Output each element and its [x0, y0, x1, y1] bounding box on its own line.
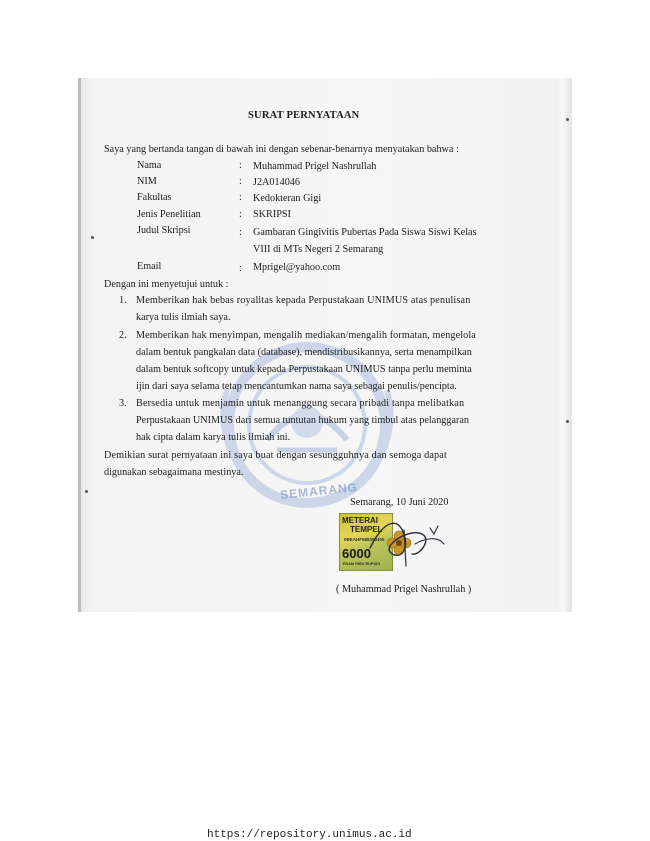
value-email: Mprigel@yahoo.com: [253, 262, 341, 273]
scan-edge-left: [78, 78, 81, 612]
colon: :: [239, 209, 242, 220]
stamp-line2: TEMPEL: [350, 525, 383, 534]
document-title: SURAT PERNYATAAN: [248, 110, 360, 121]
intro-text: Saya yang bertanda tangan di bawah ini dengan sebenar-benarnya menyatakan bahwa :: [104, 144, 459, 155]
label-judul-skripsi: Judul Skripsi: [137, 225, 191, 236]
signatory-name: ( Muhammad Prigel Nashrullah ): [336, 584, 472, 595]
value-judul-skripsi-line1: Gambaran Gingivitis Pubertas Pada Siswa Siswi Kelas: [253, 227, 477, 238]
value-fakultas: Kedokteran Gigi: [253, 193, 322, 204]
stamp-line1: METERAI: [342, 516, 378, 525]
colon: :: [239, 160, 242, 171]
label-nim: NIM: [137, 176, 157, 187]
list-number: 1.: [119, 295, 127, 306]
list-item-line: hak cipta dalam karya tulis ilmiah ini.: [136, 432, 291, 443]
value-jenis-penelitian: SKRIPSI: [253, 209, 291, 220]
value-nama: Muhammad Prigel Nashrullah: [253, 161, 377, 172]
label-nama: Nama: [137, 160, 162, 171]
scan-speck: [85, 490, 88, 493]
repository-url[interactable]: https://repository.unimus.ac.id: [207, 829, 412, 841]
list-item-line: dalam bentuk softcopy untuk kepada Perpustakaan UNIMUS tanpa perlu meminta: [136, 364, 472, 375]
list-item-line: dalam bentuk pangkalan data (database), mendistribusikannya, serta menampilkan: [136, 347, 472, 358]
closing-line-1: Demikian surat pernyataan ini saya buat dengan sesungguhnya dan semoga dapat: [104, 450, 447, 461]
list-number: 3.: [119, 398, 127, 409]
label-fakultas: Fakultas: [137, 192, 172, 203]
value-nim: J2A014046: [253, 177, 300, 188]
colon: :: [239, 176, 242, 187]
label-email: Email: [137, 261, 162, 272]
list-item-line: Bersedia untuk menjamin untuk menanggung secara pribadi tanpa melibatkan: [136, 398, 465, 409]
list-number: 2.: [119, 330, 127, 341]
colon: :: [239, 227, 242, 238]
agreement-intro: Dengan ini menyetujui untuk :: [104, 279, 229, 290]
list-item-line: Memberikan hak bebas royalitas kepada Perpustakaan UNIMUS atas penulisan: [136, 295, 471, 306]
handwritten-signature: [360, 508, 450, 570]
scan-speck: [566, 118, 569, 121]
place-date: Semarang, 10 Juni 2020: [350, 497, 449, 508]
closing-line-2: digunakan sebagaimana mestinya.: [104, 467, 244, 478]
scan-speck: [566, 420, 569, 423]
list-item-line: karya tulis ilmiah saya.: [136, 312, 231, 323]
label-jenis-penelitian: Jenis Penelitian: [137, 209, 201, 220]
colon: :: [239, 263, 242, 274]
list-item-line: Memberikan hak menyimpan, mengalih mediakan/mengalih formatan, mengelola: [136, 330, 476, 341]
watermark-text: SEMARANG: [279, 479, 359, 503]
stamp-serial: 0BEAHF588390405: [344, 537, 385, 542]
scan-edge-right: [556, 78, 572, 612]
stamp-amount: 6000: [342, 546, 371, 561]
list-item-line: ijin dari saya selama tetap mencantumkan nama saya sebagai penulis/pencipta.: [136, 381, 457, 392]
scan-speck: [91, 236, 94, 239]
stamp-currency: ENAM RIBU RUPIAH: [343, 562, 381, 566]
list-item-line: Perpustakaan UNIMUS dari semua tuntutan hukum yang timbul atas pelanggaran: [136, 415, 469, 426]
colon: :: [239, 192, 242, 203]
value-judul-skripsi-line2: VIII di MTs Negeri 2 Semarang: [253, 244, 384, 255]
